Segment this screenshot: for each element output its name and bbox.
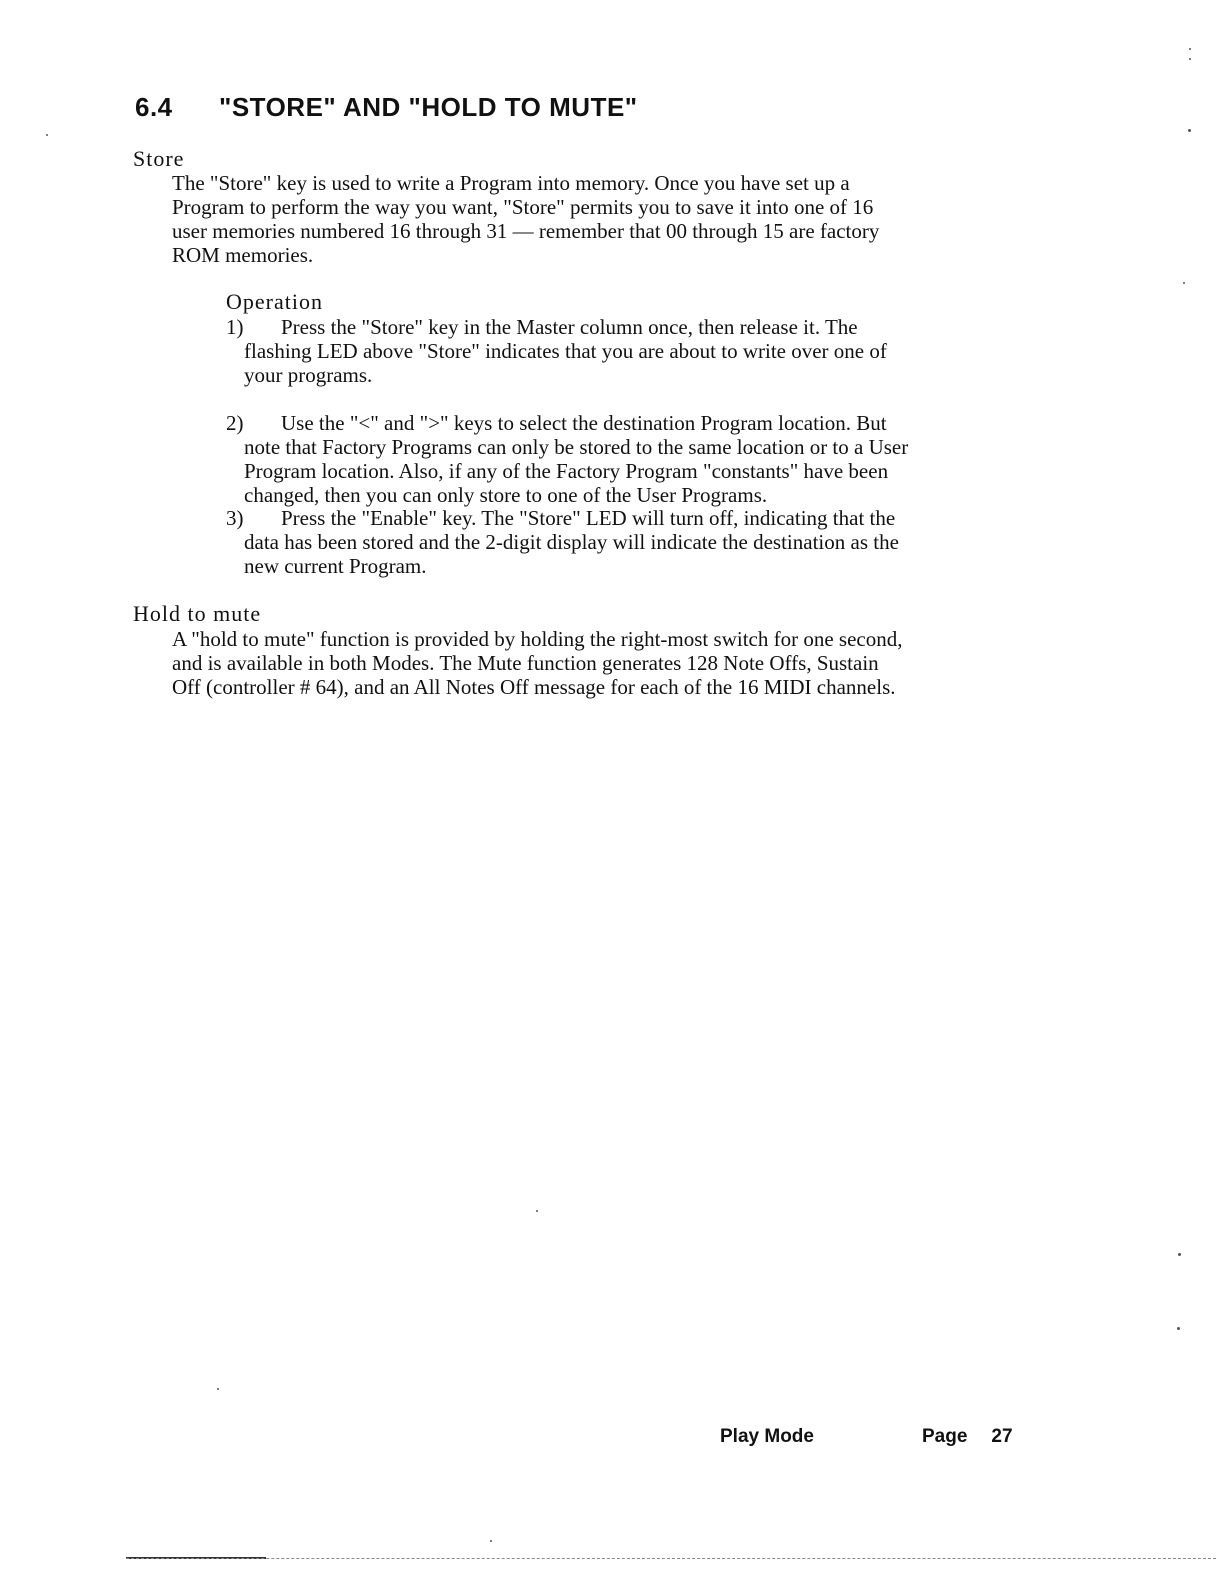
footer-section-name: Play Mode bbox=[720, 1426, 814, 1447]
step-text: Press the "Enable" key. The "Store" LED will turn off, indicating that the bbox=[281, 506, 896, 530]
step-number: 2) bbox=[226, 411, 244, 435]
step-text: Press the "Store" key in the Master column once, then release it. The bbox=[281, 315, 858, 339]
section-number: 6.4 bbox=[135, 92, 173, 122]
scan-speck bbox=[490, 1540, 492, 1542]
hold-line: Off (controller # 64), and an All Notes Off message for each of the 16 MIDI channels. bbox=[172, 675, 896, 699]
scan-speck bbox=[1183, 282, 1185, 284]
store-paragraph bbox=[172, 171, 879, 267]
step-number: 1) bbox=[226, 315, 244, 339]
scan-speck bbox=[1188, 129, 1191, 132]
scan-speck bbox=[536, 1210, 538, 1212]
step-line: flashing LED above "Store" indicates that you are about to write over one of bbox=[244, 339, 887, 363]
scan-speck bbox=[1189, 58, 1191, 60]
step-first-line bbox=[226, 506, 899, 530]
store-line: Program to perform the way you want, "Store" permits you to save it into one of 16 bbox=[172, 195, 874, 219]
operation-step-1 bbox=[226, 315, 887, 387]
step-first-line bbox=[226, 315, 887, 339]
scan-speck bbox=[1189, 48, 1191, 50]
store-line: ROM memories. bbox=[172, 243, 314, 267]
hold-line: A "hold to mute" function is provided by holding the right-most switch for one second, bbox=[172, 627, 903, 651]
scan-speck bbox=[46, 134, 48, 136]
scan-speck bbox=[217, 1388, 219, 1390]
footer-page-label: Page bbox=[922, 1426, 968, 1447]
section-title: "STORE" AND "HOLD TO MUTE" bbox=[219, 92, 638, 122]
footer-page bbox=[922, 1426, 1013, 1448]
step-line: changed, then you can only store to one of the User Programs. bbox=[244, 483, 768, 507]
store-subheading: Store bbox=[133, 146, 185, 171]
operation-step-3 bbox=[226, 506, 899, 578]
step-number: 3) bbox=[226, 506, 244, 530]
hold-to-mute-paragraph bbox=[172, 627, 902, 699]
step-line: note that Factory Programs can only be stored to the same location or to a User bbox=[244, 435, 909, 459]
step-line: Program location. Also, if any of the Factory Program "constants" have been bbox=[244, 459, 889, 483]
scan-speck bbox=[1177, 1327, 1180, 1330]
section-heading bbox=[135, 92, 638, 123]
step-line: new current Program. bbox=[244, 554, 427, 578]
step-line: your programs. bbox=[244, 363, 373, 387]
scan-speck bbox=[1178, 1253, 1181, 1256]
footer-page-number: 27 bbox=[991, 1426, 1013, 1447]
hold-line: and is available in both Modes. The Mute function generates 128 Note Offs, Sustain bbox=[172, 651, 879, 675]
step-text: Use the "<" and ">" keys to select the destination Program location. But bbox=[281, 411, 887, 435]
store-line: The "Store" key is used to write a Program into memory. Once you have set up a bbox=[172, 171, 850, 195]
step-first-line bbox=[226, 411, 908, 435]
operation-subheading: Operation bbox=[226, 289, 323, 314]
bottom-edge-line bbox=[126, 1558, 1216, 1559]
operation-step-2 bbox=[226, 411, 908, 507]
hold-to-mute-subheading: Hold to mute bbox=[133, 601, 262, 626]
step-line: data has been stored and the 2-digit display will indicate the destination as the bbox=[244, 530, 899, 554]
store-line: user memories numbered 16 through 31 — remember that 00 through 15 are factory bbox=[172, 219, 880, 243]
